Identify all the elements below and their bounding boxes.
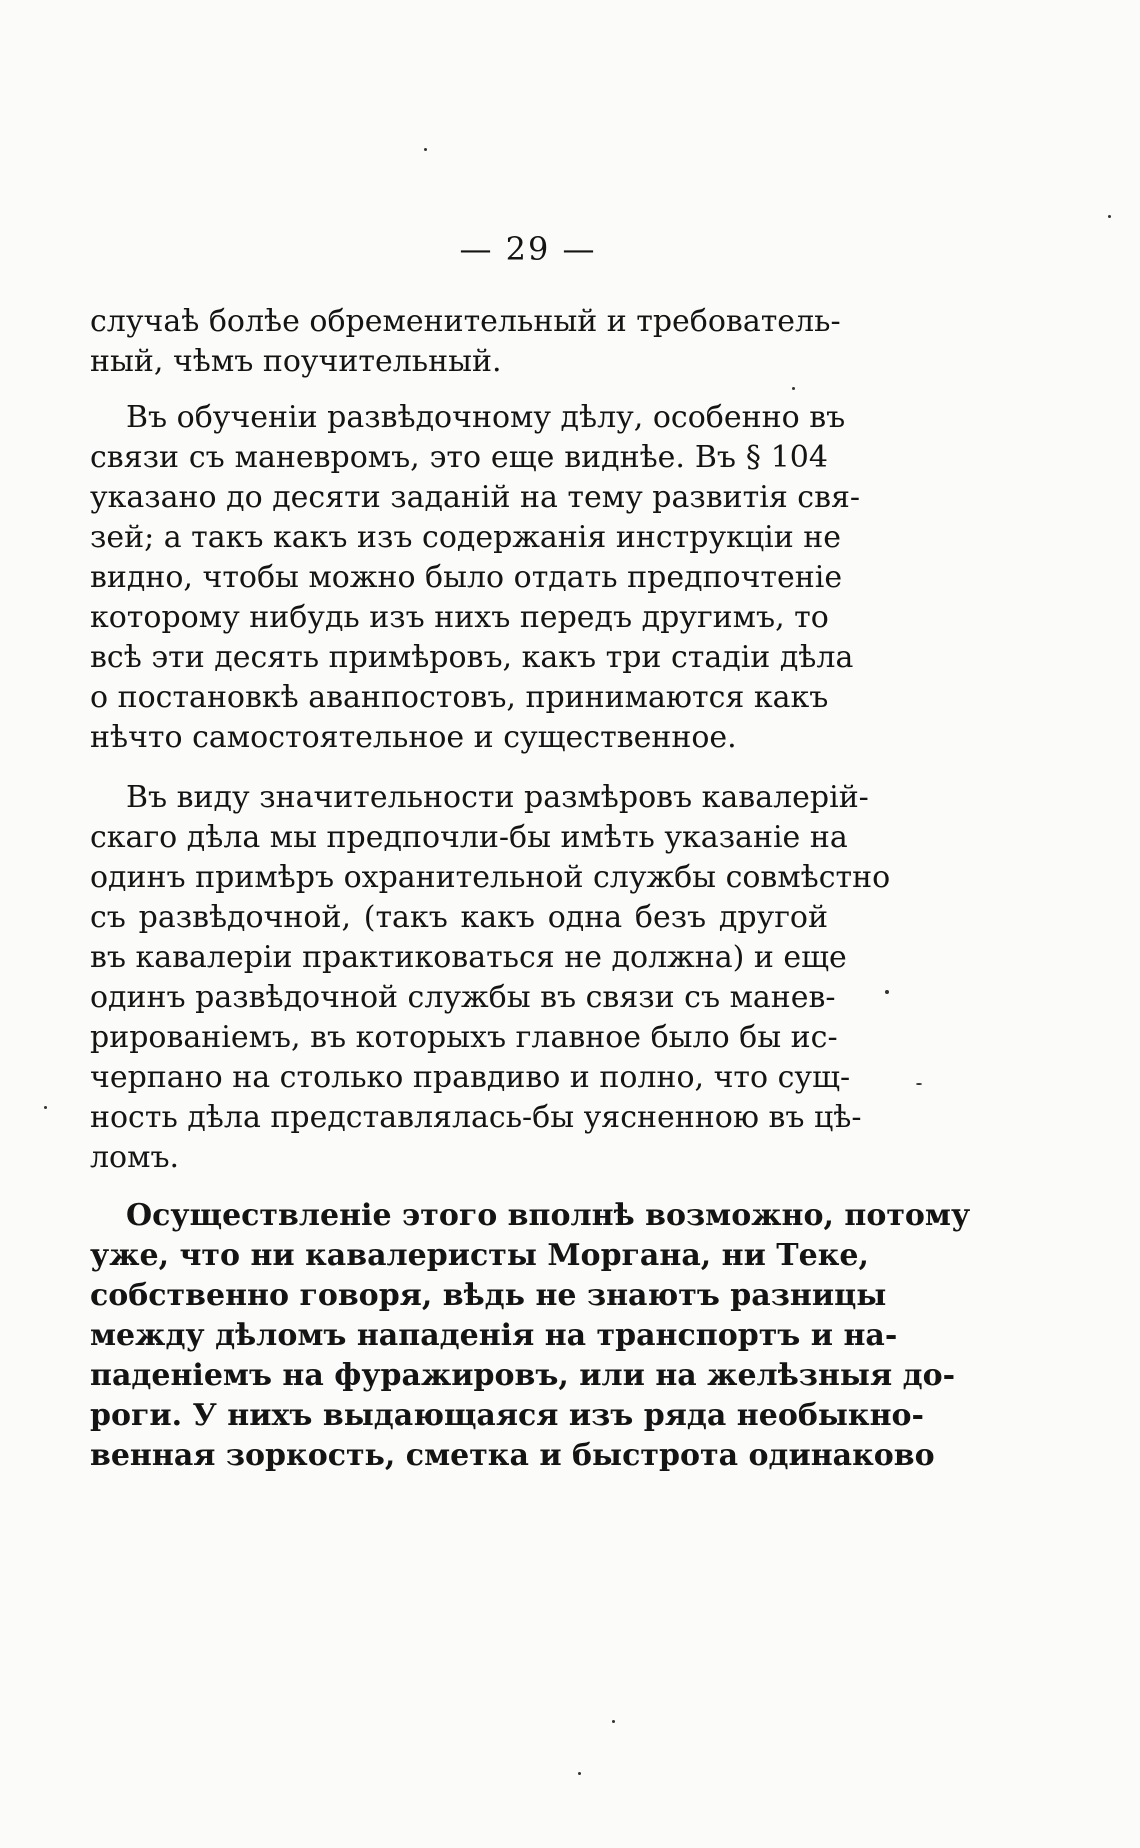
text-line: связи съ маневромъ, это еще виднѣе. Въ § 104 (90, 440, 828, 475)
text-line: видно, чтобы можно было отдать предпочтеніе (90, 560, 843, 595)
text-line: венная зоркость, сметка и быстрота одинаково (90, 1438, 935, 1473)
page-number: — 29 — (459, 230, 597, 268)
text-line: случаѣ болѣе обременительный и требователь- (90, 304, 841, 339)
scan-speck (792, 387, 795, 390)
text-line: въ кавалеріи практиковаться не должна) и еще (90, 940, 847, 975)
text-line: Въ обученіи развѣдочному дѣлу, особенно въ (126, 400, 846, 435)
text-line: указано до десяти заданій на тему развитія свя- (90, 480, 861, 515)
text-line: Осуществленіе этого вполнѣ возможно, потому (126, 1198, 971, 1233)
text-line: рированіемъ, въ которыхъ главное было бы ис- (90, 1020, 838, 1055)
text-line: зей; а такъ какъ изъ содержанія инструкціи не (90, 520, 842, 555)
text-line: между дѣломъ нападенія на транспортъ и на- (90, 1318, 898, 1353)
scan-speck (424, 148, 427, 151)
text-line: Въ виду значительности размѣровъ кавалерій- (126, 780, 869, 815)
text-line: роги. У нихъ выдающаяся изъ ряда необыкно- (90, 1398, 924, 1433)
scan-speck (916, 1083, 922, 1085)
text-line: которому нибудь изъ нихъ передъ другимъ, то (90, 600, 829, 635)
scan-speck (44, 1106, 47, 1109)
text-line: ность дѣла представлялась-бы уясненною въ цѣ- (90, 1100, 862, 1135)
scan-speck (1108, 215, 1111, 218)
text-line: ный, чѣмъ поучительный. (90, 344, 502, 379)
text-line: одинъ развѣдочной службы въ связи съ манев- (90, 980, 836, 1015)
scan-speck (885, 990, 889, 994)
text-line: падeніемъ на фуражировъ, или на желѣзныя до- (90, 1358, 956, 1393)
paragraph-3 (90, 778, 891, 1178)
text-line: нѣчто самостоятельное и существенное. (90, 720, 737, 755)
scan-speck (612, 1720, 615, 1723)
text-line: скаго дѣла мы предпочли-бы имѣть указаніе на (90, 820, 848, 855)
text-line: ломъ. (90, 1140, 180, 1175)
paragraph-2 (90, 398, 861, 758)
text-line: собственно говоря, вѣдь не знаютъ разницы (90, 1278, 887, 1313)
text-line: съ развѣдочной, (такъ какъ одна безъ другой (90, 900, 828, 935)
text-line: одинъ примѣръ охранительной службы совмѣстно (90, 860, 891, 895)
scan-speck (578, 1772, 581, 1775)
text-line: уже, что ни кавалеристы Моргана, ни Теке, (90, 1238, 869, 1273)
text-line: о постановкѣ аванпостовъ, принимаются какъ (90, 680, 829, 715)
text-line: черпано на столько правдиво и полно, что сущ- (90, 1060, 851, 1095)
paragraph-4 (90, 1196, 971, 1476)
paragraph-1 (90, 302, 841, 382)
text-line: всѣ эти десять примѣровъ, какъ три стадіи дѣла (90, 640, 854, 675)
